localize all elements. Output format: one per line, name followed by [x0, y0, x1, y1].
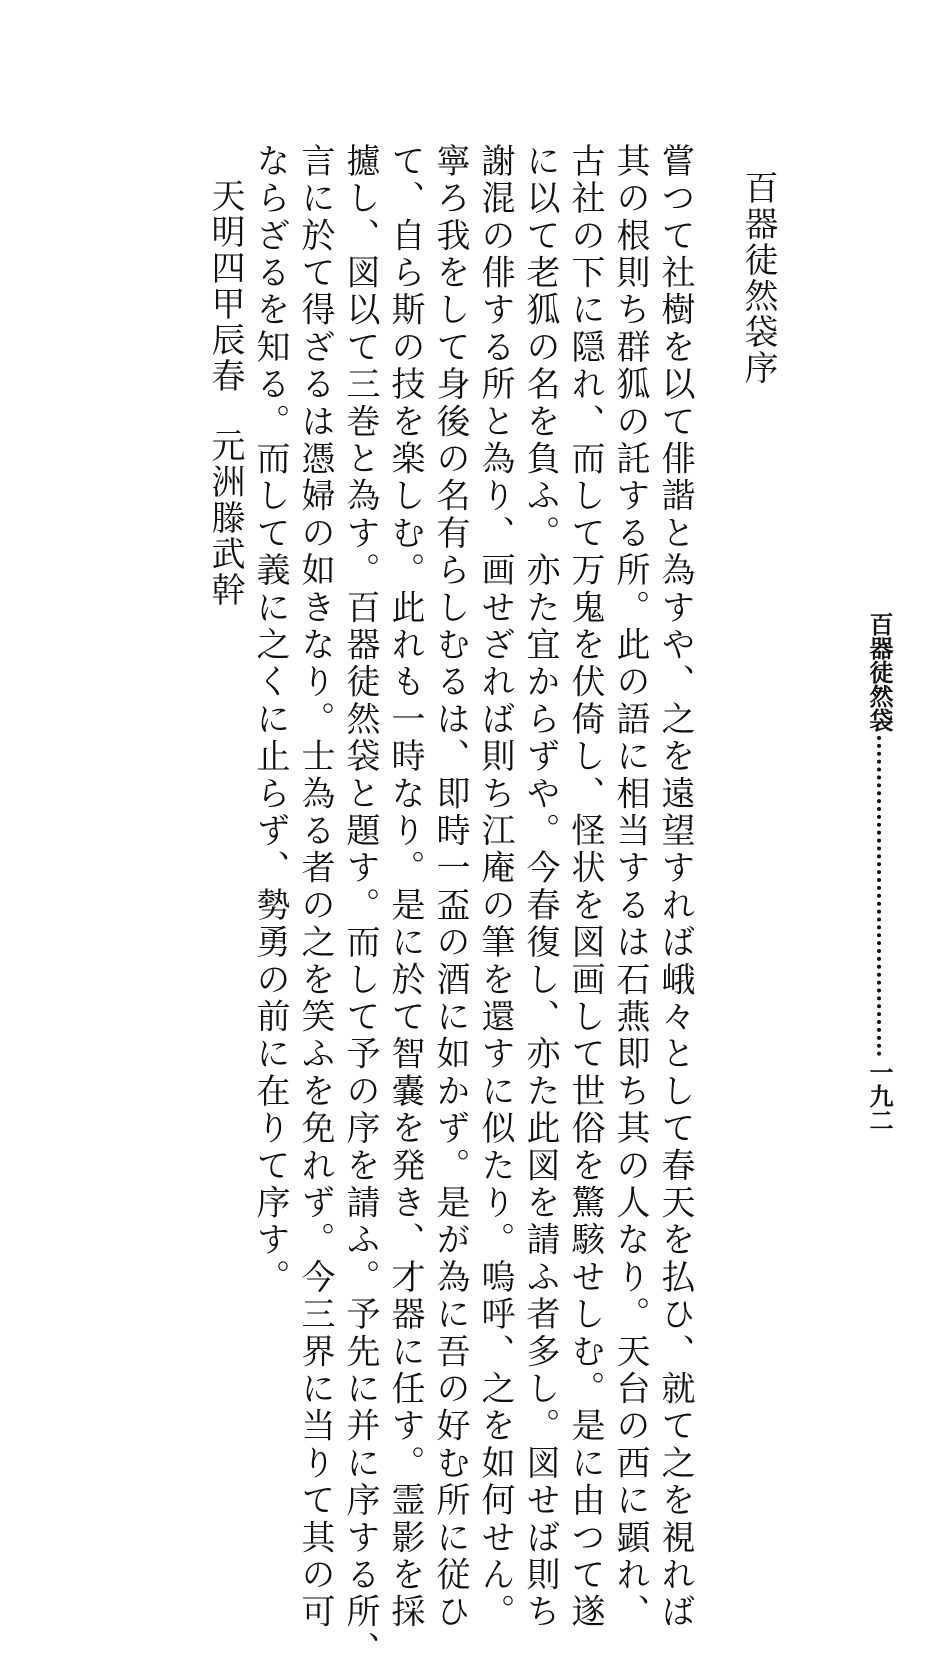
- body-line: 寧ろ我をして身後の名有らしむるは、即時一盃の酒に如かず。是が為に吾の好む所に従ひ: [430, 143, 470, 1631]
- body-line: 攄し、図以て三巻と為す。百器徒然袋と題す。而して予の序を請ふ。予先に并に序する所、: [340, 143, 380, 1668]
- body-line: 古社の下に隠れ、而して万鬼を伏倚し、怪状を図画して世俗を驚駭せしむ。是に由つて遂: [565, 143, 605, 1631]
- body-line: 其の根則ち群狐の託する所。此の語に相当するは石燕即ち其の人なり。天台の西に顕れ、: [610, 143, 650, 1631]
- body-line: に以て老狐の名を負ふ。亦た宜からずや。今春復し、亦た此図を請ふ者多し。図せば則ち: [520, 143, 560, 1631]
- signature-author: 元洲滕武幹: [205, 428, 245, 608]
- running-head-title: 百器徒然袋: [865, 612, 893, 732]
- page-number: 一九二: [865, 1060, 893, 1132]
- body-line: て、自ら斯の技を楽しむ。此れも一時なり。是に於て智嚢を発き、才器に任す。霊影を採: [385, 143, 425, 1631]
- body-line: ならざるを知る。而して義に之くに止らず、勢勇の前に在りて序す。: [250, 143, 290, 1297]
- signature: [205, 178, 245, 608]
- body-line: 謝混の俳する所と為り、画せざれば則ち江庵の筆を還すに似たり。嗚呼、之を如何せん。: [475, 143, 515, 1631]
- page-title: 百器徒然袋序: [738, 170, 778, 386]
- leader-dots: [877, 736, 881, 1056]
- body-line: 嘗つて社樹を以て俳諧と為すや、之を遠望すれば峨々として春天を払ひ、就て之を視れば: [655, 143, 695, 1631]
- running-head: [864, 612, 894, 1132]
- body-line: 言に於て得ざるは憑婦の如きなり。士為る者の之を笑ふを免れず。今三界に当りて其の可: [295, 143, 335, 1631]
- signature-date: 天明四甲辰春: [205, 178, 245, 394]
